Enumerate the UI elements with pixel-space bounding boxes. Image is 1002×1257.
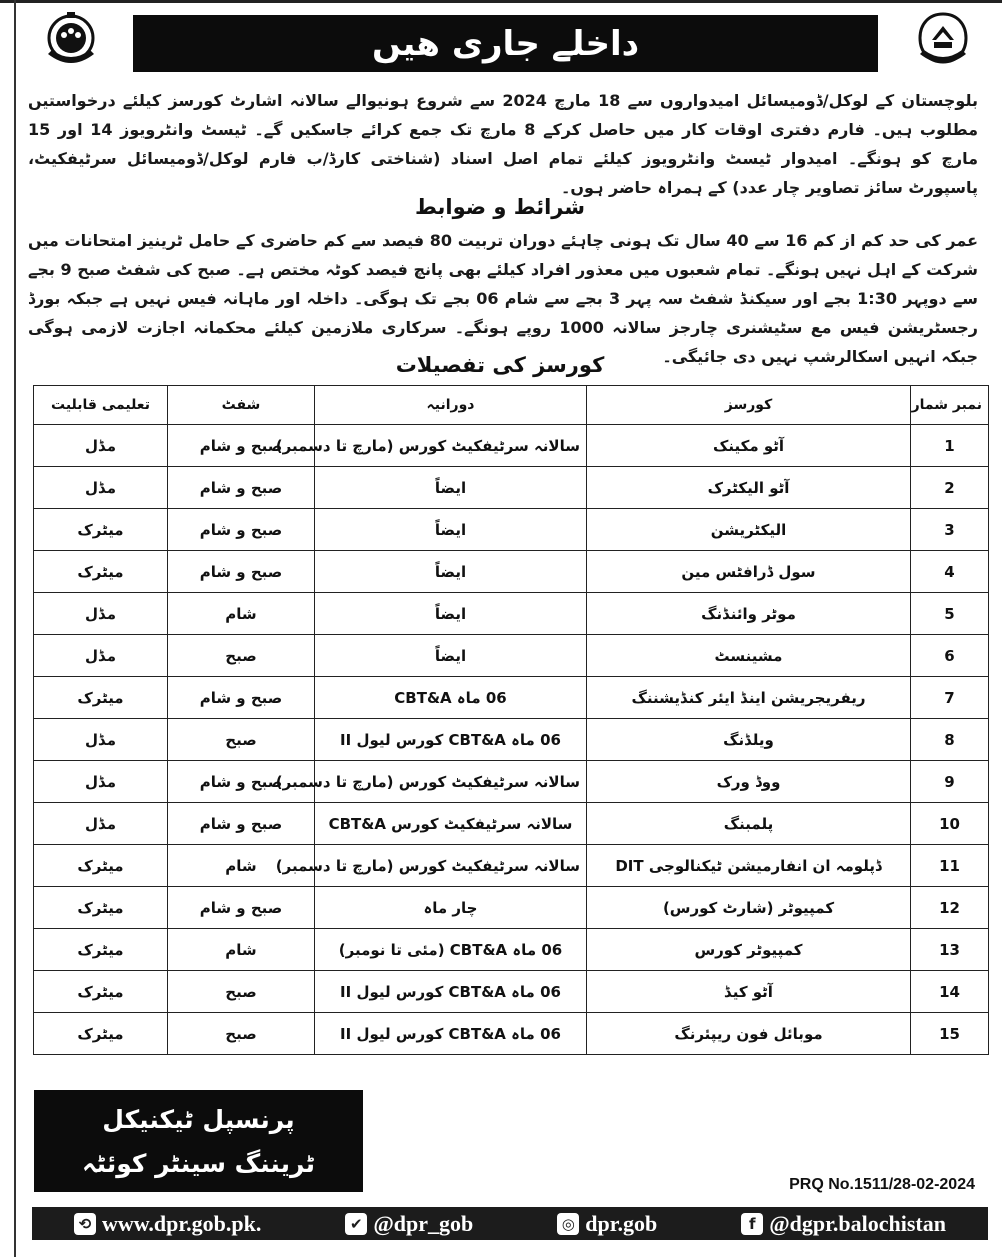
column-header-shift: شفٹ bbox=[168, 386, 315, 425]
cell-serial: 4 bbox=[911, 551, 989, 593]
cell-duration: ایضاً bbox=[315, 635, 587, 677]
courses-table-body bbox=[34, 425, 989, 1055]
cell-duration: ایضاً bbox=[315, 593, 587, 635]
cell-qualification: مڈل bbox=[34, 719, 168, 761]
cell-shift: شام bbox=[168, 845, 315, 887]
twitter-icon: ✔ bbox=[345, 1213, 367, 1235]
cell-serial: 2 bbox=[911, 467, 989, 509]
cell-shift: صبح bbox=[168, 1013, 315, 1055]
cell-serial: 3 bbox=[911, 509, 989, 551]
signature-block bbox=[34, 1090, 363, 1192]
cell-duration: 06 ماہ CBT&A (مئی تا نومبر) bbox=[315, 929, 587, 971]
page-title: داخلے جاری ھیں bbox=[133, 15, 878, 72]
cell-qualification: میٹرک bbox=[34, 677, 168, 719]
cell-serial: 13 bbox=[911, 929, 989, 971]
cell-shift: صبح و شام bbox=[168, 425, 315, 467]
cell-serial: 9 bbox=[911, 761, 989, 803]
cell-qualification: مڈل bbox=[34, 635, 168, 677]
social-twitter[interactable] bbox=[345, 1211, 473, 1237]
cell-serial: 6 bbox=[911, 635, 989, 677]
cell-qualification: میٹرک bbox=[34, 551, 168, 593]
balochistan-emblem-icon bbox=[40, 10, 102, 72]
table-row bbox=[34, 803, 989, 845]
cell-duration: ایضاً bbox=[315, 467, 587, 509]
facebook-icon: f bbox=[741, 1213, 763, 1235]
cell-shift: صبح و شام bbox=[168, 761, 315, 803]
social-website[interactable] bbox=[74, 1211, 261, 1237]
table-row bbox=[34, 467, 989, 509]
cell-course: ریفریجریشن اینڈ ایئر کنڈیشننگ bbox=[587, 677, 911, 719]
cell-serial: 7 bbox=[911, 677, 989, 719]
signature-line-1: پرنسپل ٹیکنیکل bbox=[102, 1105, 295, 1134]
cell-course: کمپیوٹر کورس bbox=[587, 929, 911, 971]
cell-shift: صبح و شام bbox=[168, 509, 315, 551]
cell-duration: 06 ماہ CBT&A کورس لیول II bbox=[315, 971, 587, 1013]
cell-qualification: میٹرک bbox=[34, 509, 168, 551]
cell-qualification: میٹرک bbox=[34, 971, 168, 1013]
table-header-row bbox=[34, 386, 989, 425]
cell-duration: 06 ماہ CBT&A bbox=[315, 677, 587, 719]
cell-qualification: مڈل bbox=[34, 761, 168, 803]
cell-duration: سالانہ سرٹیفکیٹ کورس (مارچ تا دسمبر) bbox=[315, 761, 587, 803]
prq-number: PRQ No.1511/28-02-2024 bbox=[789, 1176, 975, 1193]
frame-left-border bbox=[14, 0, 16, 1257]
cell-course: آٹو الیکٹرک bbox=[587, 467, 911, 509]
cell-course: آٹو کیڈ bbox=[587, 971, 911, 1013]
cell-shift: شام bbox=[168, 929, 315, 971]
social-instagram[interactable] bbox=[557, 1211, 657, 1237]
cell-duration: 06 ماہ CBT&A کورس لیول II bbox=[315, 719, 587, 761]
cell-shift: صبح و شام bbox=[168, 887, 315, 929]
courses-heading: کورسز کی تفصیلات bbox=[395, 353, 605, 377]
cell-course: آٹو مکینک bbox=[587, 425, 911, 467]
cell-duration: 06 ماہ CBT&A کورس لیول II bbox=[315, 1013, 587, 1055]
cell-shift: صبح bbox=[168, 635, 315, 677]
social-facebook[interactable] bbox=[741, 1211, 946, 1237]
social-facebook-text: @dgpr.balochistan bbox=[769, 1210, 946, 1236]
cell-course: کمپیوٹر (شارٹ کورس) bbox=[587, 887, 911, 929]
table-row bbox=[34, 761, 989, 803]
cell-qualification: مڈل bbox=[34, 803, 168, 845]
cell-shift: شام bbox=[168, 593, 315, 635]
cell-duration: ایضاً bbox=[315, 509, 587, 551]
cell-duration: سالانہ سرٹیفکیٹ کورس (مارچ تا دسمبر) bbox=[315, 425, 587, 467]
terms-paragraph: عمر کی حد کم از کم 16 سے 40 سال تک ہونی چاہئے دوران تربیت 80 فیصد سے کم حاضری کے حامل ٹرینیز امتحانات میں شرکت کے اہل نہیں ہونگے۔ تمام شعبوں میں معذور افراد کیلئے بھی پانچ فیصد کوٹہ مختص ہے۔ صبح کی شفٹ صبح 9 بجے سے دوپہر 1:30 بجے اور سیکنڈ شفٹ سہ پہر 3 بجے سے شام 06 بجے تک ہوگی۔ داخلہ اور ماہانہ فیس نہیں ہے جبکہ بورڈ رجسٹریشن فیس مع سٹیشنری چارجز سالانہ 1000 روپے ہونگے۔ سرکاری ملازمین کیلئے محکمانہ اجازت لازمی ہوگی جبکہ انہیں اسکالرشپ نہیں دی جائیگی۔ bbox=[28, 231, 979, 366]
cell-shift: صبح و شام bbox=[168, 677, 315, 719]
cell-qualification: مڈل bbox=[34, 425, 168, 467]
cell-shift: صبح و شام bbox=[168, 467, 315, 509]
cell-serial: 11 bbox=[911, 845, 989, 887]
government-emblem-icon bbox=[912, 10, 974, 72]
intro-paragraph: بلوچستان کے لوکل/ڈومیسائل امیدواروں سے 18 مارچ 2024 سے شروع ہونیوالے سالانہ اشارٹ کورسز کیلئے درخواستیں مطلوب ہیں۔ فارم دفتری اوقات کار میں حاصل کرکے 8 مارچ تک جمع کرائے جاسکیں گے۔ ٹیسٹ وانٹرویوز 14 اور 15 مارچ کو ہونگے۔ امیدوار ٹیسٹ وانٹرویوز کیلئے تمام اصل اسناد (شناختی کارڈ/ب فارم لوکل/ڈومیسائل سرٹیفکیٹ، پاسپورٹ سائز تصاویر چار عدد) کے ہمراہ حاضر ہوں۔ bbox=[28, 91, 979, 197]
cell-qualification: مڈل bbox=[34, 467, 168, 509]
cell-course: مشینسٹ bbox=[587, 635, 911, 677]
cell-shift: صبح bbox=[168, 971, 315, 1013]
courses-table bbox=[33, 385, 989, 1055]
cell-serial: 10 bbox=[911, 803, 989, 845]
table-row bbox=[34, 887, 989, 929]
cell-course: موبائل فون ریپئرنگ bbox=[587, 1013, 911, 1055]
table-row bbox=[34, 551, 989, 593]
table-row bbox=[34, 593, 989, 635]
instagram-icon: ◎ bbox=[557, 1213, 579, 1235]
table-row bbox=[34, 929, 989, 971]
column-header-course: کورسز bbox=[587, 386, 911, 425]
globe-icon: ⟲ bbox=[74, 1213, 96, 1235]
table-row bbox=[34, 1013, 989, 1055]
terms-heading: شرائط و ضوابط bbox=[415, 195, 585, 219]
column-header-duration: دورانیہ bbox=[315, 386, 587, 425]
cell-duration: سالانہ سرٹیفکیٹ کورس (مارچ تا دسمبر) bbox=[315, 845, 587, 887]
table-row bbox=[34, 845, 989, 887]
cell-course: ووڈ ورک bbox=[587, 761, 911, 803]
cell-duration: چار ماہ bbox=[315, 887, 587, 929]
cell-course: ویلڈنگ bbox=[587, 719, 911, 761]
cell-serial: 14 bbox=[911, 971, 989, 1013]
cell-serial: 8 bbox=[911, 719, 989, 761]
cell-course: پلمبنگ bbox=[587, 803, 911, 845]
table-row bbox=[34, 425, 989, 467]
cell-shift: صبح و شام bbox=[168, 803, 315, 845]
table-row bbox=[34, 509, 989, 551]
cell-qualification: مڈل bbox=[34, 593, 168, 635]
cell-course: موٹر وائنڈنگ bbox=[587, 593, 911, 635]
cell-qualification: میٹرک bbox=[34, 1013, 168, 1055]
cell-serial: 12 bbox=[911, 887, 989, 929]
frame-top-border bbox=[0, 0, 1002, 3]
cell-course: الیکٹریشن bbox=[587, 509, 911, 551]
cell-serial: 5 bbox=[911, 593, 989, 635]
table-row bbox=[34, 971, 989, 1013]
cell-serial: 15 bbox=[911, 1013, 989, 1055]
table-row bbox=[34, 677, 989, 719]
social-twitter-text: @dpr_gob bbox=[373, 1210, 474, 1236]
cell-qualification: میٹرک bbox=[34, 887, 168, 929]
cell-course: سول ڈرافٹس مین bbox=[587, 551, 911, 593]
cell-duration: ایضاً bbox=[315, 551, 587, 593]
cell-shift: صبح و شام bbox=[168, 551, 315, 593]
table-row bbox=[34, 635, 989, 677]
cell-shift: صبح bbox=[168, 719, 315, 761]
signature-line-2: ٹریننگ سینٹر کوئٹہ bbox=[82, 1149, 315, 1178]
column-header-serial: نمبر شمار bbox=[911, 386, 989, 425]
column-header-qualification: تعلیمی قابلیت bbox=[34, 386, 168, 425]
cell-qualification: میٹرک bbox=[34, 845, 168, 887]
social-bar bbox=[32, 1207, 988, 1240]
table-row bbox=[34, 719, 989, 761]
cell-duration: سالانہ سرٹیفکیٹ کورس CBT&A bbox=[315, 803, 587, 845]
cell-course: ڈپلومہ ان انفارمیشن ٹیکنالوجی DIT bbox=[587, 845, 911, 887]
cell-serial: 1 bbox=[911, 425, 989, 467]
social-website-text: www.dpr.gob.pk. bbox=[101, 1210, 262, 1236]
cell-qualification: میٹرک bbox=[34, 929, 168, 971]
social-instagram-text: dpr.gob bbox=[585, 1210, 658, 1236]
